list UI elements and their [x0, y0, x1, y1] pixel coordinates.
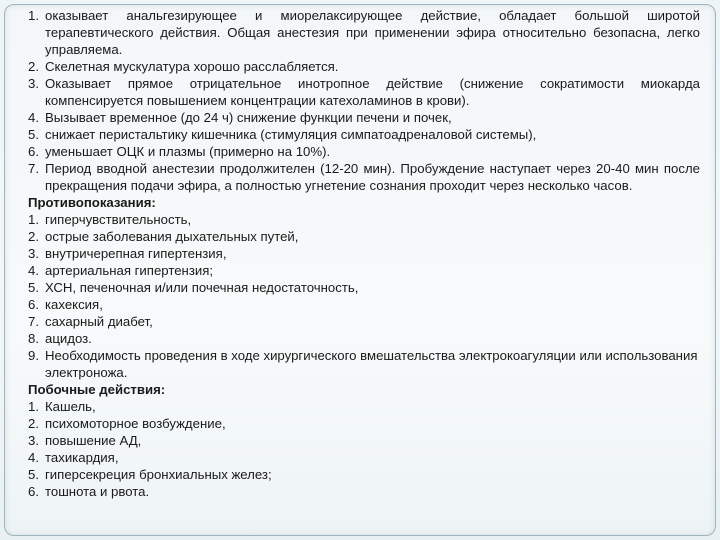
item-text: ХСН, печеночная и/или почечная недостаточность,: [45, 280, 359, 295]
contraindications-list: [28, 211, 700, 381]
item-number: 3.: [28, 76, 39, 91]
item-number: 2.: [28, 416, 39, 431]
side-effects-heading: Побочные действия:: [28, 382, 166, 397]
item-text: Необходимость проведения в ходе хирургического вмешательства электрокоагуляции или использования электроножа.: [45, 348, 698, 380]
item-text: сахарный диабет,: [45, 314, 153, 329]
list-item: [28, 432, 700, 449]
list-item: [28, 228, 700, 245]
list-item: [28, 143, 700, 160]
item-number: 1.: [28, 8, 39, 23]
list-item: [28, 126, 700, 143]
effects-list: [28, 7, 700, 194]
list-item: [28, 211, 700, 228]
item-text: снижает перистальтику кишечника (стимуляция симпатоадреналовой системы),: [45, 127, 537, 142]
item-number: 5.: [28, 280, 39, 295]
slide-content: [28, 7, 700, 500]
item-text: оказывает анальгезирующее и миорелаксирующее действие, обладает большой широтой терапевтического действия. Общая анестезия при применении эфира относительно безопасна, легко управляема.: [45, 8, 700, 57]
item-number: 1.: [28, 212, 39, 227]
list-item: [28, 296, 700, 313]
item-text: психомоторное возбуждение,: [45, 416, 226, 431]
list-item: [28, 245, 700, 262]
item-number: 5.: [28, 127, 39, 142]
item-text: уменьшает ОЦК и плазмы (примерно на 10%).: [45, 144, 331, 159]
item-text: Период вводной анестезии продолжителен (12-20 мин). Пробуждение наступает через 20-40 мин после прекращения подачи эфира, а полностью угнетение сознания проходит через несколько часов.: [45, 161, 700, 193]
list-item: [28, 313, 700, 330]
item-text: Оказывает прямое отрицательное инотропное действие (снижение сократимости миокарда компенсируется повышением концентрации катехоламинов в крови).: [45, 76, 700, 108]
list-item: [28, 7, 700, 58]
list-item: [28, 279, 700, 296]
list-item: [28, 483, 700, 500]
item-text: артериальная гипертензия;: [45, 263, 214, 278]
list-item: [28, 466, 700, 483]
item-number: 4.: [28, 110, 39, 125]
list-item: [28, 347, 700, 381]
item-number: 9.: [28, 348, 39, 363]
item-text: острые заболевания дыхательных путей,: [45, 229, 299, 244]
item-text: Вызывает временное (до 24 ч) снижение функции печени и почек,: [45, 110, 452, 125]
item-number: 6.: [28, 297, 39, 312]
list-item: [28, 262, 700, 279]
contraindications-heading: Противопоказания:: [28, 195, 156, 210]
item-number: 7.: [28, 314, 39, 329]
item-text: Скелетная мускулатура хорошо расслабляется.: [45, 59, 339, 74]
item-text: гиперчувствительность,: [45, 212, 192, 227]
item-number: 7.: [28, 161, 39, 176]
item-number: 6.: [28, 484, 39, 499]
item-text: повышение АД,: [45, 433, 142, 448]
item-text: гиперсекреция бронхиальных желез;: [45, 467, 272, 482]
list-item: [28, 58, 700, 75]
item-text: тахикардия,: [45, 450, 119, 465]
side-effects-list: [28, 398, 700, 500]
item-text: кахексия,: [45, 297, 103, 312]
item-number: 1.: [28, 399, 39, 414]
list-item: [28, 449, 700, 466]
item-number: 4.: [28, 450, 39, 465]
list-item: [28, 330, 700, 347]
item-number: 2.: [28, 59, 39, 74]
item-number: 5.: [28, 467, 39, 482]
list-item: [28, 109, 700, 126]
list-item: [28, 75, 700, 109]
item-number: 2.: [28, 229, 39, 244]
item-text: ацидоз.: [45, 331, 92, 346]
item-text: Кашель,: [45, 399, 96, 414]
list-item: [28, 160, 700, 194]
list-item: [28, 398, 700, 415]
list-item: [28, 415, 700, 432]
item-number: 4.: [28, 263, 39, 278]
item-number: 6.: [28, 144, 39, 159]
item-number: 3.: [28, 433, 39, 448]
item-number: 8.: [28, 331, 39, 346]
item-number: 3.: [28, 246, 39, 261]
item-text: тошнота и рвота.: [45, 484, 150, 499]
item-text: внутричерепная гипертензия,: [45, 246, 227, 261]
